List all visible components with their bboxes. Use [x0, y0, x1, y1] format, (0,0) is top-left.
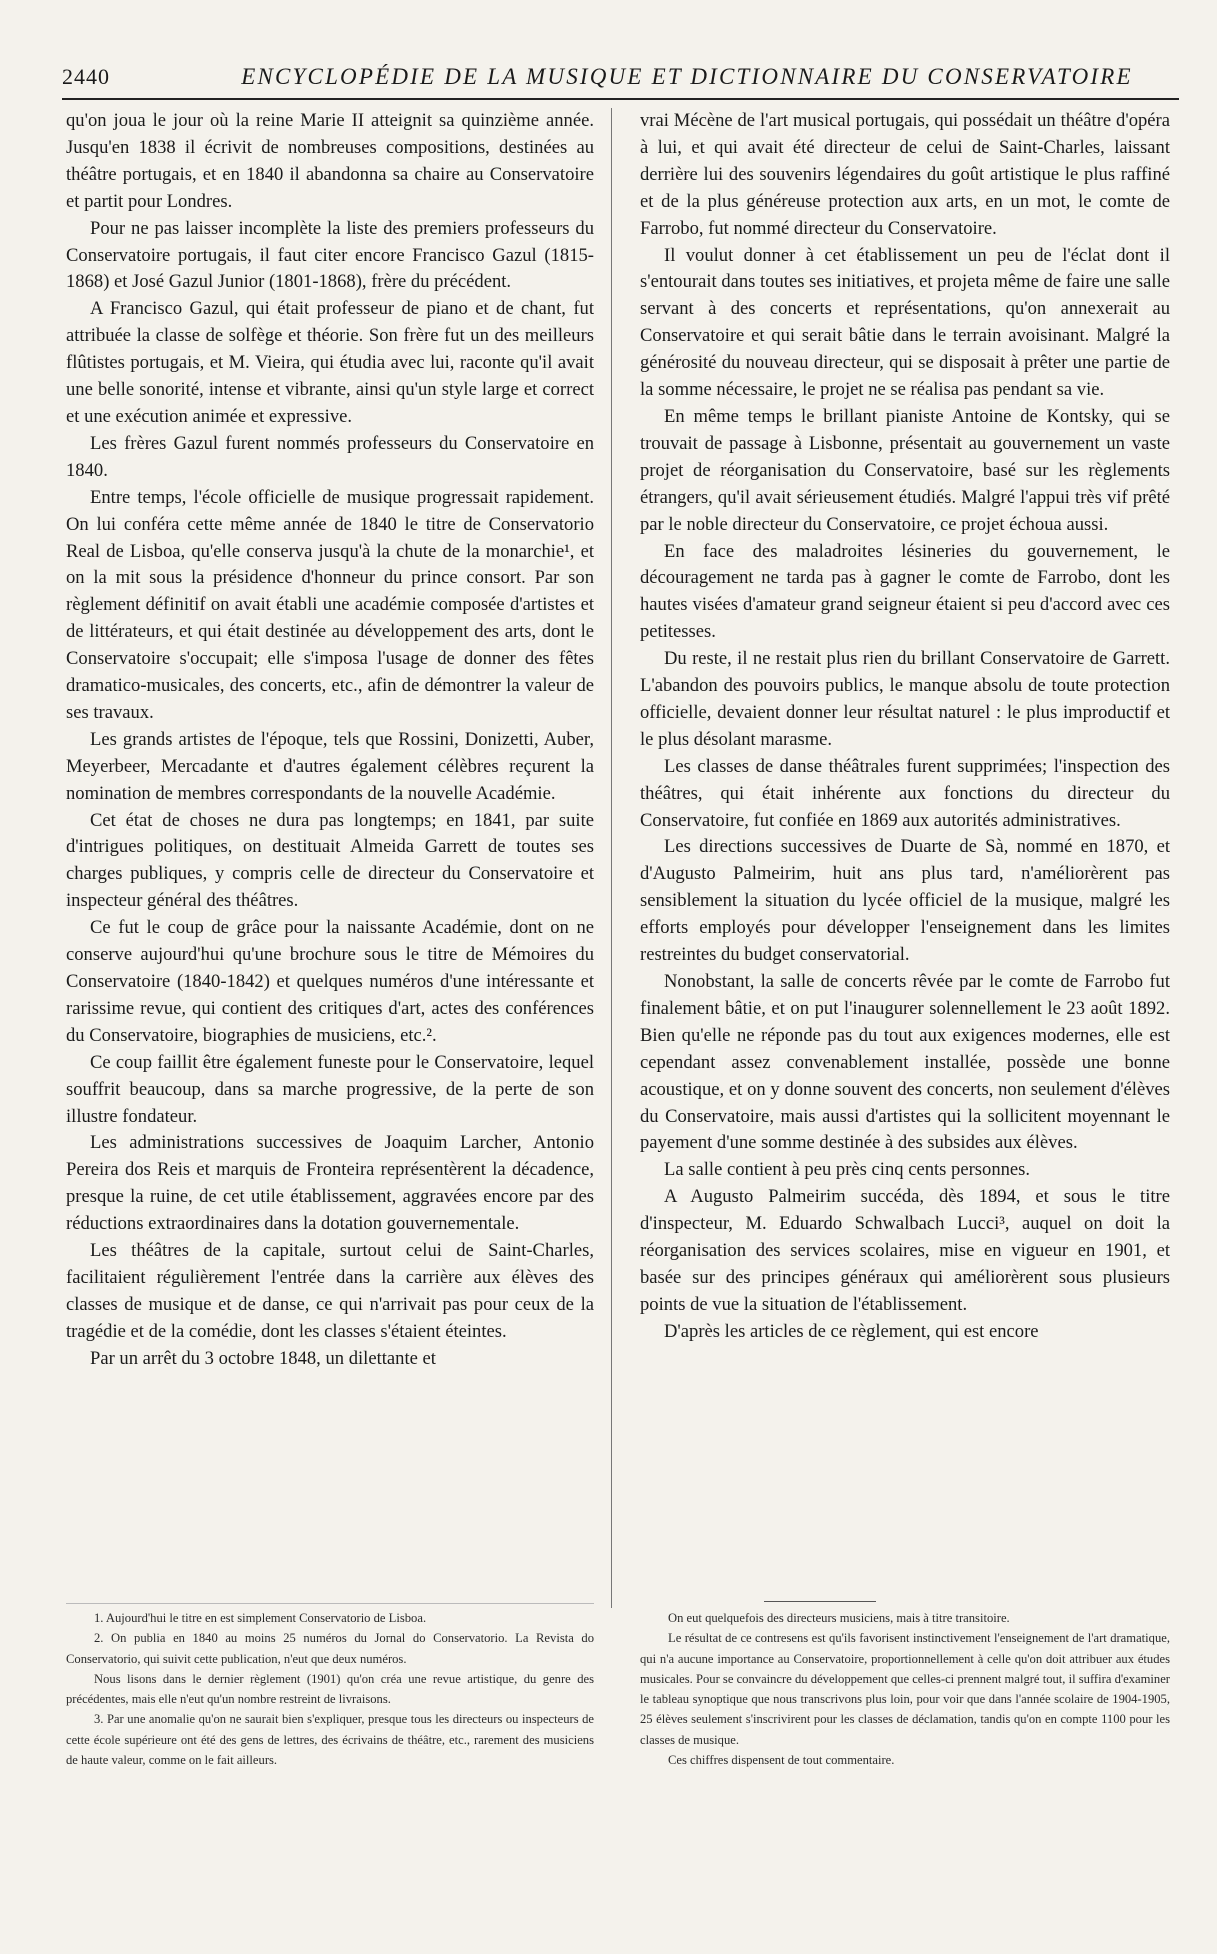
paragraph: qu'on joua le jour où la reine Marie II atteignit sa quinzième année. Jusqu'en 1838 il écrivit de nombreuses compositions, destinées au théâtre portugais, et en 1840 il abandonna sa chaire au Conservatoire et partit pour Londres. — [66, 110, 594, 212]
paragraph: Cet état de choses ne dura pas longtemps; en 1841, par suite d'intrigues politiques, on destituait Almeida Garrett de toutes ses charges publiques, y compris celle de directeur du Conservatoire et inspecteur général des théâtres. — [66, 809, 594, 912]
paragraph: A Francisco Gazul, qui était professeur de piano et de chant, fut attribuée la classe de solfège et théorie. Son frère fut un des meilleurs flûtistes portugais, et M. Vieira, qui étudia avec lui, raconte qu'il avait une belle sonorité, intense et vibrante, ainsi qu'un style large et correct et une exécution animée et expressive. — [66, 298, 594, 427]
page-header — [62, 62, 1182, 102]
footnote: 2. On publia en 1840 au moins 25 numéros du Jornal do Conservatorio. La Revista do Conservatorio, qui suivit cette publication, n'eut que deux numéros. — [66, 1631, 594, 1666]
paragraph: Du reste, il ne restait plus rien du brillant Conservatoire de Garrett. L'abandon des pouvoirs publics, le manque absolu de toute protection officielle, devaient donner leur résultat naturel : le plus improductif et le plus désolant marasme. — [640, 648, 1170, 750]
footnote-separator — [66, 1603, 594, 1604]
page-number: 2440 — [62, 64, 110, 89]
footnote: Le résultat de ce contresens est qu'ils favorisent instinctivement l'enseignement de l'art dramatique, qui n'a aucune importance au Conservatoire, proportionnellement à celle qu'on doit attribuer aux études musicales. Pour se convaincre du développement que celles-ci prennent malgré tout, il suffira d'examiner le tableau synoptique que nous transcrivons plus loin, pour voir que dans l'année scolaire de 1904-1905, 25 élèves seulement s'inscrivirent pour les classes de déclamation, tandis qu'on en compte 1100 pour les classes de musique. — [640, 1631, 1170, 1747]
paragraph: Par un arrêt du 3 octobre 1848, un dilettante et — [90, 1347, 436, 1369]
paragraph: Pour ne pas laisser incomplète la liste des premiers professeurs du Conservatoire portugais, il faut citer encore Francisco Gazul (1815-1868) et José Gazul Junior (1801-1868), frère du précédent. — [66, 217, 594, 293]
paragraph: Les frères Gazul furent nommés professeurs du Conservatoire en 1840. — [66, 432, 594, 481]
paragraph: Les directions successives de Duarte de Sà, nommé en 1870, et d'Augusto Palmeirim, huit ans plus tard, n'améliorèrent pas sensiblement la situation du lycée officiel de la musique, malgré les efforts employés pour développer l'enseignement dans les limites restreintes du budget conservatorial. — [640, 836, 1170, 966]
column-divider — [611, 108, 612, 1608]
right-column — [640, 108, 1170, 1346]
paragraph: La salle contient à peu près cinq cents personnes. — [664, 1159, 1031, 1181]
paragraph: Il voulut donner à cet établissement un peu de l'éclat dont il s'entourait dans toutes ses initiatives, et projeta même de faire une salle servant à des concerts et représentations, qu'on annexerait au Conservatoire et qui serait bâtie dans le terrain avoisinant. Malgré la générosité du nouveau directeur, qui se disposait à prêter une partie de la somme nécessaire, le projet ne se réalisa pas pendant sa vie. — [640, 244, 1171, 401]
paragraph: Les administrations successives de Joaquim Larcher, Antonio Pereira dos Reis et marquis de Fronteira représentèrent la décadence, presque la ruine, de cet utile établissement, aggravées encore par des réductions extraordinaires dans la dotation gouvernementale. — [66, 1132, 594, 1235]
footnote: 3. Par une anomalie qu'on ne saurait bien s'expliquer, presque tous les directeurs ou inspecteurs de cette école supérieure ont été des gens de lettres, des écrivains de théâtre, etc., rarement des musiciens de haute valeur, comme on le fait ailleurs. — [66, 1712, 594, 1768]
header-rule — [62, 98, 1179, 100]
footnote: Ces chiffres dispensent de tout commentaire. — [668, 1753, 895, 1768]
paragraph: A Augusto Palmeirim succéda, dès 1894, et sous le titre d'inspecteur, M. Eduardo Schwalbach Lucci³, auquel on doit la réorganisation des services scolaires, mise en vigueur en 1901, et basée sur des principes généraux qui améliorèrent sous plusieurs points de vue la situation de l'établissement. — [640, 1186, 1170, 1315]
running-title: ENCYCLOPÉDIE DE LA MUSIQUE ET DICTIONNAIRE DU CONSERVATOIRE — [241, 64, 1133, 89]
paragraph: Les théâtres de la capitale, surtout celui de Saint-Charles, facilitaient régulièrement l'entrée dans la carrière aux élèves des classes de musique et de danse, ce qui n'arrivait pas pour ceux de la tragédie et de la comédie, dont les classes s'étaient éteintes. — [66, 1240, 594, 1342]
paragraph: Entre temps, l'école officielle de musique progressait rapidement. On lui conféra cette même année de 1840 le titre de Conservatorio Real de Lisboa, qu'elle conserva jusqu'à la chute de la monarchie¹, et on la mit sous la présidence d'honneur du prince consort. Par son règlement définitif on avait établi une académie composée d'artistes et de littérateurs, et qui était destinée au développement des arts, dont le Conservatoire s'occupait; elle s'imposa l'usage de donner des fêtes dramatico-musicales, des concerts, etc., afin de démontrer la valeur de ses travaux. — [66, 486, 594, 723]
left-column — [66, 108, 594, 1373]
paragraph: En face des maladroites lésineries du gouvernement, le découragement ne tarda pas à gagner le comte de Farrobo, dont les hautes visées d'amateur grand seigneur étaient si peu d'accord avec ces petitesses. — [640, 540, 1170, 643]
paragraph: Nonobstant, la salle de concerts rêvée par le comte de Farrobo fut finalement bâtie, et on put l'inaugurer solennellement le 23 août 1892. Bien qu'elle ne réponde pas du tout aux exigences modernes, elle est cependant assez convenablement installée, possède une bonne acoustique, et on y donne souvent des concerts, non seulement d'élèves du Conservatoire, mais aussi d'artistes qui la sollicitent moyennant le payement d'une somme destinée à des subsides aux élèves. — [640, 971, 1170, 1154]
paragraph: Les grands artistes de l'époque, tels que Rossini, Donizetti, Auber, Meyerbeer, Mercadante et d'autres également célèbres reçurent la nomination de membres correspondants de la nouvelle Académie. — [66, 728, 594, 804]
footnotes-right — [640, 1608, 1170, 1770]
paragraph: Ce fut le coup de grâce pour la naissante Académie, dont on ne conserve aujourd'hui qu'une brochure sous le titre de Mémoires du Conservatoire (1840-1842) et quelques numéros d'une intéressante et rarissime revue, qui contient des critiques d'art, actes des conférences du Conservatoire, biographies de musiciens, etc.². — [66, 917, 594, 1046]
footnote: 1. Aujourd'hui le titre en est simplement Conservatorio de Lisboa. — [94, 1611, 427, 1625]
paragraph: D'après les articles de ce règlement, qui est encore — [664, 1320, 1039, 1342]
footnote: On eut quelquefois des directeurs musiciens, mais à titre transitoire. — [668, 1611, 1010, 1625]
paragraph: Les classes de danse théâtrales furent supprimées; l'inspection des théâtres, qui était inhérente aux fonctions du directeur du Conservatoire, fut confiée en 1869 aux autorités administratives. — [640, 755, 1170, 831]
footnote-separator — [764, 1601, 876, 1602]
footnote: Nous lisons dans le dernier règlement (1901) qu'on créa une revue artistique, du genre des précédentes, mais elle n'eut qu'un nombre restreint de livraisons. — [66, 1671, 594, 1707]
paragraph: Ce coup faillit être également funeste pour le Conservatoire, lequel souffrit beaucoup, dans sa marche progressive, de la perte de son illustre fondateur. — [66, 1051, 594, 1127]
footnotes-left — [66, 1608, 594, 1770]
paragraph: En même temps le brillant pianiste Antoine de Kontsky, qui se trouvait de passage à Lisbonne, présentait au gouvernement un vaste projet de réorganisation du Conservatoire, basé sur les règlements étrangers, qu'il avait sérieusement étudiés. Malgré l'appui très vif prêté par le noble directeur du Conservatoire, ce projet échoua aussi. — [640, 405, 1170, 535]
paragraph: vrai Mécène de l'art musical portugais, qui possédait un théâtre d'opéra à lui, et qui avait été directeur de celui de Saint-Charles, laissant derrière lui des souvenirs légendaires du goût artistique le plus raffiné et de la plus généreuse protection aux arts, en un mot, le comte de Farrobo, fut nommé directeur du Conservatoire. — [640, 110, 1170, 239]
